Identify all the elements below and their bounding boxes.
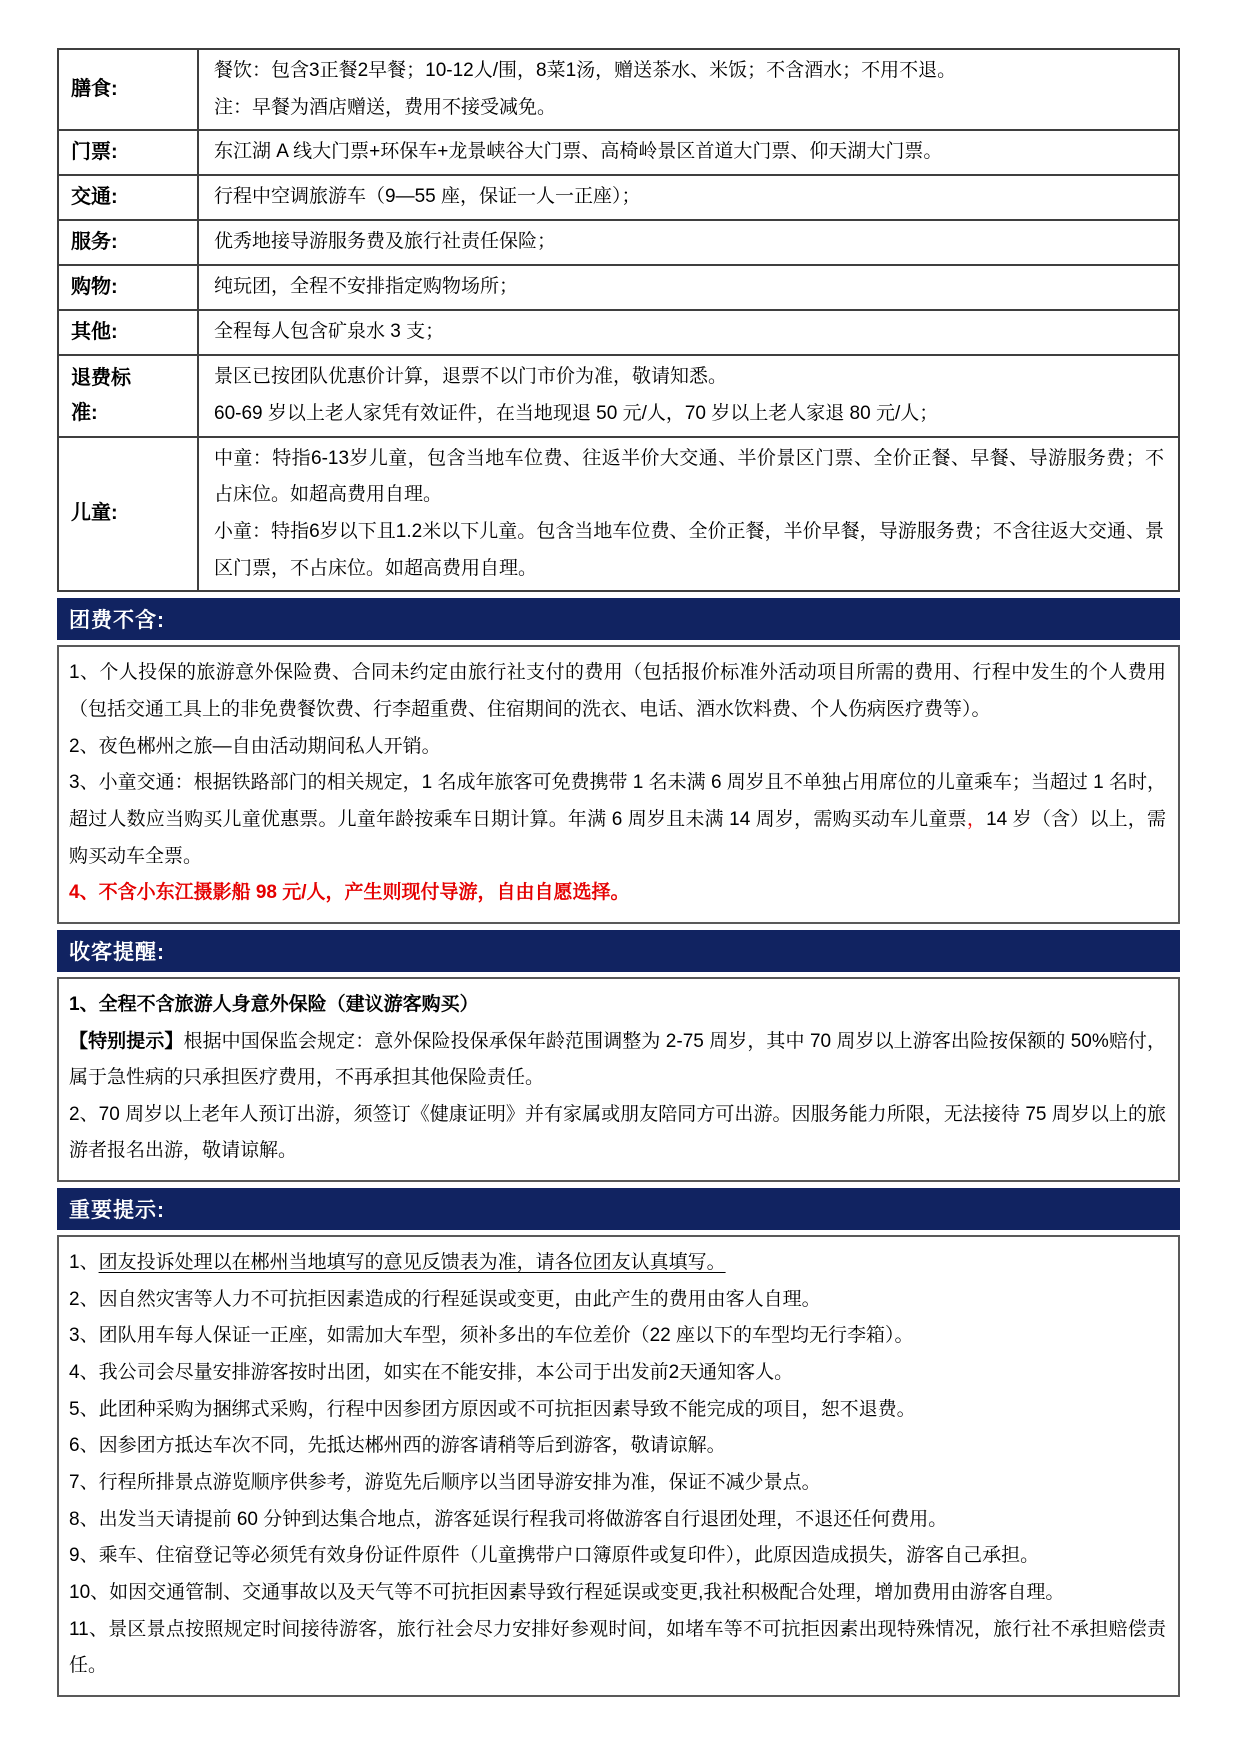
sections-container [57,598,1180,1697]
text-run: 1、 [69,1252,99,1274]
row-label-text: 门票: [71,141,118,164]
row-label [58,49,198,130]
list-item [69,1318,1166,1355]
text-run: 3、团队用车每人保证一正座，如需加大车型，须补多出的车位差价（22 座以下的车型均无行李箱）。 [69,1325,914,1347]
table-row [58,310,1179,355]
section-box [57,1235,1180,1697]
row-content-line: 优秀地接导游服务费及旅行社责任保险； [214,231,557,253]
row-label-text: 交通: [71,186,118,209]
list-item [69,655,1166,728]
row-label-text: 准: [71,401,98,424]
text-run: 根据中国保监会规定：意外保险投保承保年龄范围调整为 2-75 周岁，其中 70 周岁以上游客出险按保额的 50%赔付，属于急性病的只承担医疗费用，不再承担其他保险责任。 [69,1030,1166,1089]
row-label-text: 儿童: [71,502,118,525]
section-band [57,1188,1180,1230]
text-run: 8、出发当天请提前 60 分钟到达集合地点，游客延误行程我司将做游客自行退团处理，不退还任何费用。 [69,1508,948,1530]
text-run: 9、乘车、住宿登记等必须凭有效身份证件原件（儿童携带户口簿原件或复印件），此原因造成损失，游客自己承担。 [69,1545,1040,1567]
row-content [198,355,1179,436]
list-item [69,1502,1166,1539]
list-item [69,1538,1166,1575]
text-run: 2、70 周岁以上老年人预订出游，须签订《健康证明》并有家属或朋友陪同方可出游。因服务能力所限，无法接待 75 周岁以上的旅游者报名出游，敬请谅解。 [69,1103,1166,1162]
row-content [198,265,1179,310]
list-item [69,875,1166,912]
list-item [69,1282,1166,1319]
row-content-line: 餐饮：包含3正餐2早餐；10-12人/围，8菜1汤，赠送茶水、米饭；不含酒水；不用不退。 [214,60,957,81]
row-content [198,130,1179,175]
row-label-text: 购物: [71,276,118,299]
row-content-line: 注：早餐为酒店赠送，费用不接受减免。 [214,96,557,118]
table-row [58,49,1179,130]
list-item [69,987,1166,1024]
section-band [57,598,1180,640]
row-content-line: 60-69 岁以上老人家凭有效证件，在当地现退 50 元/人，70 岁以上老人家退 80 元/人； [214,402,939,424]
list-item [69,1097,1166,1170]
list-item [69,1612,1166,1685]
list-item [69,1428,1166,1465]
row-content [198,175,1179,220]
row-content-line: 东江湖 A 线大门票+环保车+龙景峡谷大门票、高椅岭景区首道大门票、仰天湖大门票。 [214,141,943,163]
table-row [58,175,1179,220]
text-run: 【特别提示】 [69,1030,184,1052]
text-run: 2、因自然灾害等人力不可抗拒因素造成的行程延误或变更，由此产生的费用由客人自理。 [69,1288,821,1310]
section-box [57,645,1180,924]
row-label-text: 退费标 [71,366,131,389]
text-run: 2、夜色郴州之旅—自由活动期间私人开销。 [69,735,441,757]
row-label [58,310,198,355]
row-content-line: 中童：特指6-13岁儿童，包含当地车位费、往返半价大交通、半价景区门票、全价正餐、早餐、导游服务费；不占床位。如超高费用自理。 [214,447,1164,506]
list-item [69,1575,1166,1612]
list-item [69,765,1166,875]
text-run: 1、全程不含旅游人身意外保险（建议游客购买） [69,993,479,1015]
row-content-line: 小童：特指6岁以下且1.2米以下儿童。包含当地车位费、全价正餐，半价早餐，导游服务费；不含往返大交通、景区门票，不占床位。如超高费用自理。 [214,520,1164,579]
row-label [58,175,198,220]
info-table [57,48,1180,592]
text-run: 4、不含小东江摄影船 98 元/人，产生则现付导游，自由自愿选择。 [69,882,630,904]
list-item [69,729,1166,766]
table-row [58,265,1179,310]
text-run: 5、此团种采购为捆绑式采购，行程中因参团方原因或不可抗拒因素导致不能完成的项目，恕不退费。 [69,1398,916,1420]
list-item [69,1024,1166,1097]
row-content [198,437,1179,592]
row-label [58,355,198,436]
text-run: 7、行程所排景点游览顺序供参考，游览先后顺序以当团导游安排为准，保证不减少景点。 [69,1472,821,1494]
table-row [58,220,1179,265]
list-item [69,1465,1166,1502]
row-content-line: 纯玩团，全程不安排指定购物场所； [214,276,519,298]
row-label-text: 服务: [71,231,118,254]
row-content-line: 景区已按团队优惠价计算，退票不以门市价为准，敬请知悉。 [214,366,728,388]
row-content-line: 行程中空调旅游车（9—55 座，保证一人一正座）； [214,186,641,208]
text-run: 14 岁（含）以上，需购买动车全票。 [69,808,1166,867]
row-label [58,437,198,592]
section-title: 重要提示: [69,1199,165,1223]
text-run: 3、小童交通：根据铁路部门的相关规定，1 名成年旅客可免费携带 1 名未满 6 周岁且不单独占用席位的儿童乘车；当超过 1 名时，超过人数应当购买儿童优惠票。儿童年龄按乘车日期计算。年满 6 周岁且未满 14 周岁，需购买动车儿童票 [69,772,1166,830]
section-title: 团费不含: [69,609,165,633]
text-run: 团友投诉处理以在郴州当地填写的意见反馈表为准，请各位团友认真填写。 [98,1252,726,1274]
section-band [57,930,1180,972]
row-content-line: 全程每人包含矿泉水 3 支； [214,321,445,343]
text-run: 1、个人投保的旅游意外保险费、合同未约定由旅行社支付的费用（包括报价标准外活动项目所需的费用、行程中发生的个人费用（包括交通工具上的非免费餐饮费、行李超重费、住宿期间的洗衣、电话、酒水饮料费、个人伤病医疗费等）。 [69,662,1166,720]
row-label [58,265,198,310]
list-item [69,1355,1166,1392]
text-run: 11、景区景点按照规定时间接待游客，旅行社会尽力安排好参观时间，如堵车等不可抗拒因素出现特殊情况，旅行社不承担赔偿责任。 [69,1618,1166,1677]
table-row [58,130,1179,175]
row-content [198,220,1179,265]
text-run: ， [966,808,987,830]
list-item [69,1392,1166,1429]
table-row [58,355,1179,436]
section-box [57,977,1180,1182]
section-title: 收客提醒: [69,940,165,964]
row-label [58,220,198,265]
text-run: 6、因参团方抵达车次不同，先抵达郴州西的游客请稍等后到游客，敬请谅解。 [69,1435,726,1457]
row-content [198,310,1179,355]
row-label-text: 膳食: [71,78,118,101]
row-label [58,130,198,175]
row-content [198,49,1179,130]
text-run: 10、如因交通管制、交通事故以及天气等不可抗拒因素导致行程延误或变更,我社积极配合处理，增加费用由游客自理。 [69,1582,1065,1604]
list-item [69,1245,1166,1282]
row-label-text: 其他: [71,321,118,344]
info-table-body [58,49,1179,591]
text-run: 4、我公司会尽量安排游客按时出团，如实在不能安排，本公司于出发前2天通知客人。 [69,1362,794,1384]
table-row [58,437,1179,592]
